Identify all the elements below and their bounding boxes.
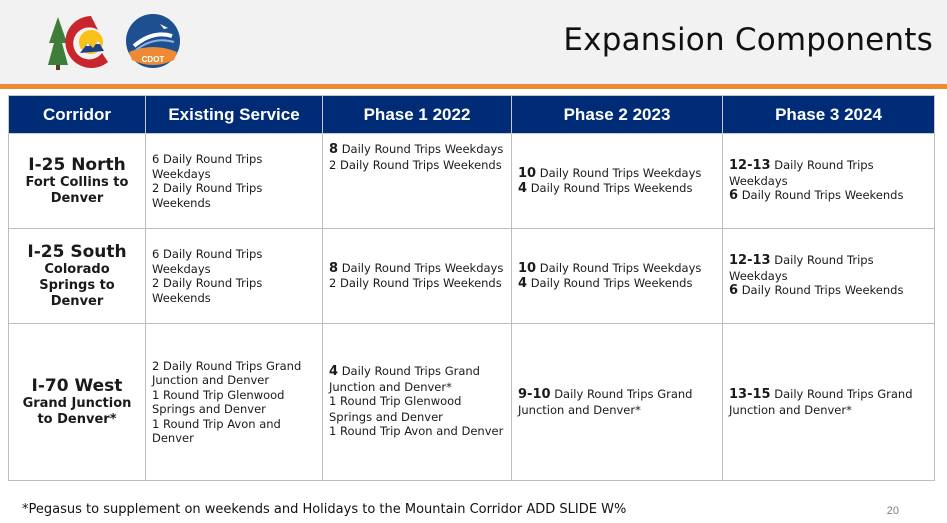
column-header-corridor: Corridor [9, 96, 146, 134]
corridor-cell [9, 324, 146, 481]
service-line: 1 Round Trip Avon and Denver [152, 416, 281, 445]
table-header-row [9, 96, 935, 134]
trip-count: 6 [729, 188, 739, 204]
trip-count: 4 [329, 364, 339, 380]
page-number: 20 [886, 505, 899, 517]
trip-count: 12-13 [729, 158, 771, 174]
colorado-flag-logo [46, 13, 122, 71]
cdot-logo-text: CDOT [141, 55, 165, 64]
trip-count: 13-15 [729, 387, 771, 402]
trip-count: 4 [518, 181, 528, 196]
service-line: 2 Daily Round Trips Weekends [329, 276, 502, 290]
corridor-route: Fort Collins to Denver [25, 175, 129, 206]
service-line: 2 Daily Round Trips Grand Junction and Denver [152, 358, 302, 387]
phase-1-cell [323, 229, 512, 324]
phase-3-cell [723, 324, 935, 481]
corridor-name: I-25 North [28, 155, 126, 175]
existing-service-cell [146, 229, 323, 324]
trip-count: 10 [518, 165, 537, 181]
phase-3-cell [723, 134, 935, 229]
corridor-cell [9, 229, 146, 324]
column-header-phase-2: Phase 2 2023 [512, 96, 723, 134]
service-line: 1 Round Trip Glenwood Springs and Denver [152, 387, 285, 416]
service-line: 9-10 Daily Round Trips Grand Junction and Denver* [518, 387, 693, 417]
cdot-logo [124, 12, 182, 70]
service-line: 6 Daily Round Trips Weekends [729, 188, 904, 204]
service-line: 10 Daily Round Trips Weekdays [518, 260, 702, 276]
trip-count: 10 [518, 260, 537, 276]
phase-2-cell [512, 324, 723, 481]
existing-service-cell [146, 134, 323, 229]
trip-count: 9-10 [518, 387, 551, 402]
service-line: 12-13 Daily Round Trips Weekdays [729, 158, 874, 188]
phase-3-cell [723, 229, 935, 324]
service-line: 4 Daily Round Trips Weekends [518, 181, 693, 196]
page-title: Expansion Components [563, 22, 933, 58]
service-line: 13-15 Daily Round Trips Grand Junction and Denver* [729, 387, 913, 417]
footnote: *Pegasus to supplement on weekends and Holidays to the Mountain Corridor ADD SLIDE W% [22, 502, 627, 517]
service-line: 12-13 Daily Round Trips Weekdays [729, 253, 874, 283]
service-line: 4 Daily Round Trips Grand Junction and Denver* [329, 364, 480, 394]
corridor-route: Grand Junction to Denver* [22, 396, 132, 427]
service-line: 2 Daily Round Trips Weekends [329, 157, 502, 172]
trip-count: 8 [329, 260, 339, 276]
trip-count: 6 [729, 283, 739, 299]
service-line: 10 Daily Round Trips Weekdays [518, 165, 702, 181]
column-header-phase-1: Phase 1 2022 [323, 96, 512, 134]
existing-service-cell [146, 324, 323, 481]
service-line: 2 Daily Round Trips Weekends [152, 181, 263, 210]
service-line: 8 Daily Round Trips Weekdays [329, 260, 504, 276]
corridor-name: I-70 West [31, 376, 123, 396]
service-line: 6 Daily Round Trips Weekends [729, 283, 904, 299]
table-row [9, 229, 935, 324]
trip-count: 12-13 [729, 253, 771, 269]
column-header-existing-service: Existing Service [146, 96, 323, 134]
table-row [9, 324, 935, 481]
service-line: 6 Daily Round Trips Weekdays [152, 247, 263, 276]
corridor-name: I-25 South [27, 242, 127, 262]
phase-1-cell [323, 134, 512, 229]
trip-count: 4 [518, 276, 528, 291]
corridor-route: Colorado Springs to Denver [39, 262, 115, 309]
table-row [9, 134, 935, 229]
service-line: 1 Round Trip Glenwood Springs and Denver [329, 394, 462, 424]
service-line: 4 Daily Round Trips Weekends [518, 276, 693, 291]
phase-1-cell [323, 324, 512, 481]
service-line: 8 Daily Round Trips Weekdays [329, 142, 504, 157]
phase-2-cell [512, 134, 723, 229]
expansion-table [8, 95, 935, 481]
service-line: 6 Daily Round Trips Weekdays [152, 152, 263, 181]
orange-divider [0, 84, 947, 89]
phase-2-cell [512, 229, 723, 324]
corridor-cell [9, 134, 146, 229]
trip-count: 8 [329, 142, 339, 157]
service-line: 2 Daily Round Trips Weekends [152, 276, 263, 305]
column-header-phase-3: Phase 3 2024 [723, 96, 935, 134]
service-line: 1 Round Trip Avon and Denver [329, 424, 504, 439]
